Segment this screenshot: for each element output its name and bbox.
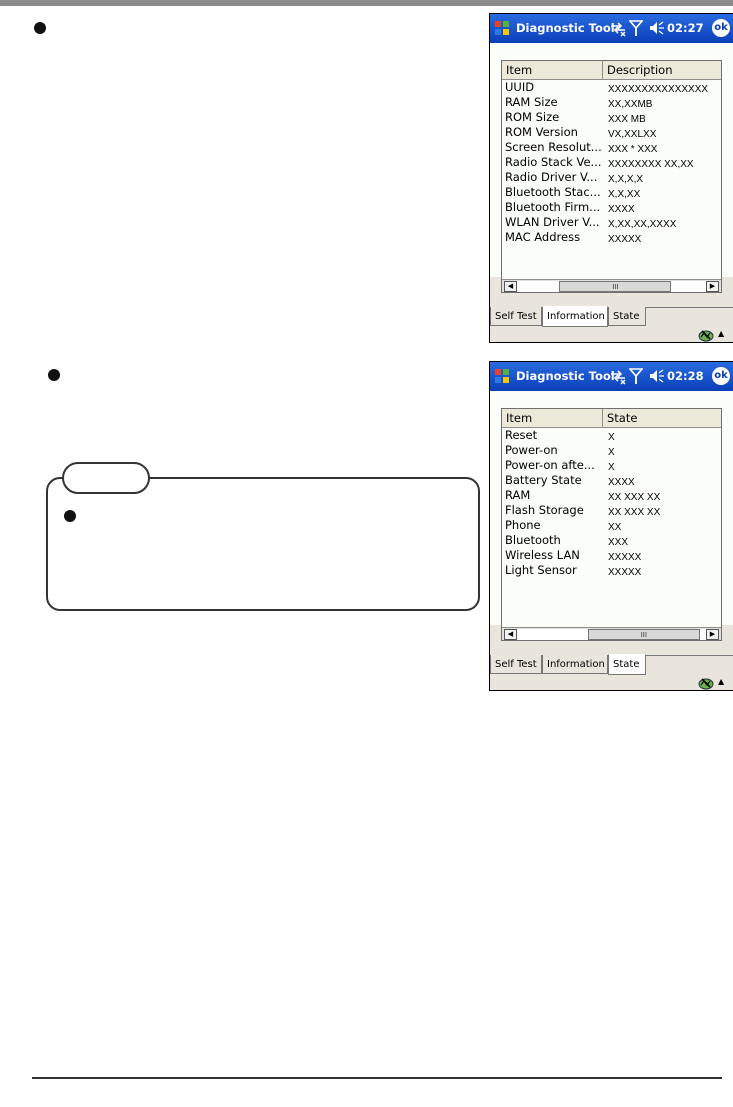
clock[interactable]: 02:28 (667, 369, 704, 383)
title-bar (490, 14, 733, 43)
windows-flag-icon[interactable] (492, 18, 512, 38)
list-row[interactable] (502, 215, 722, 230)
scroll-right-button[interactable]: ▶ (706, 281, 719, 292)
list-row[interactable] (502, 488, 722, 503)
list-row[interactable] (502, 230, 722, 245)
top-rule (0, 0, 733, 6)
row-item-label: ROM Version (505, 125, 578, 139)
list-header (502, 409, 722, 428)
list-rows (502, 428, 722, 578)
row-value: XX XXX XX (608, 507, 661, 518)
section-bullet-2 (48, 369, 60, 381)
state-list[interactable] (501, 408, 722, 641)
tab-state[interactable]: State (608, 654, 646, 675)
row-item-label: Battery State (505, 473, 582, 487)
list-row[interactable] (502, 80, 722, 95)
row-value: XXXXXXXX XX,XX (608, 159, 694, 170)
row-item-label: Bluetooth Firm... (505, 200, 601, 214)
connectivity-icon[interactable] (609, 367, 627, 385)
tab-information[interactable]: Information (542, 655, 608, 674)
clock[interactable]: 02:27 (667, 21, 704, 35)
windows-flag-icon[interactable] (492, 366, 512, 386)
row-item-label: RAM (505, 488, 531, 502)
list-row[interactable] (502, 110, 722, 125)
list-row[interactable] (502, 443, 722, 458)
note-bullet (64, 510, 76, 522)
antenna-signal-icon[interactable] (629, 19, 643, 37)
horizontal-scrollbar[interactable] (502, 279, 721, 293)
tab-bar (490, 307, 733, 328)
device-screen-state (489, 361, 733, 691)
scroll-grip: III (612, 283, 619, 291)
row-value: XXXXX (608, 567, 642, 578)
row-item-label: Flash Storage (505, 503, 584, 517)
list-row[interactable] (502, 170, 722, 185)
row-value: XXX * XXX (608, 144, 658, 155)
horizontal-scrollbar[interactable] (502, 627, 721, 641)
tab-self-test[interactable]: Self Test (490, 655, 542, 674)
row-item-label: Power-on afte... (505, 458, 595, 472)
note-tab (62, 462, 150, 494)
title-bar (490, 362, 733, 391)
row-item-label: Radio Stack Ve... (505, 155, 602, 169)
list-row[interactable] (502, 533, 722, 548)
app-title: Diagnostic Tool (516, 369, 615, 383)
row-item-label: Reset (505, 428, 538, 442)
row-value: X,XX,XX,XXXX (608, 219, 677, 230)
note-box (46, 477, 480, 611)
input-menu-arrow[interactable]: ▲ (718, 677, 725, 686)
list-row[interactable] (502, 185, 722, 200)
input-panel-icon[interactable] (698, 675, 714, 691)
ok-button[interactable]: ok (712, 19, 730, 37)
row-value: XX XXX XX (608, 492, 661, 503)
column-header-item[interactable]: Item (502, 409, 603, 427)
antenna-signal-icon[interactable] (629, 367, 643, 385)
device-screen-information (489, 13, 733, 343)
bottom-rule (32, 1077, 722, 1079)
row-value: XXXXXXXXXXXXXXX (608, 84, 709, 95)
scroll-left-button[interactable]: ◀ (504, 281, 517, 292)
row-item-label: Radio Driver V... (505, 170, 598, 184)
row-value: VX,XXLXX (608, 129, 657, 140)
menu-bar (490, 676, 733, 690)
row-value: X,X,XX (608, 189, 641, 200)
list-row[interactable] (502, 200, 722, 215)
speaker-icon[interactable] (649, 368, 665, 384)
row-item-label: UUID (505, 80, 535, 94)
scroll-left-button[interactable]: ◀ (504, 629, 517, 640)
row-item-label: Bluetooth (505, 533, 561, 547)
row-value: XXX (608, 537, 629, 548)
row-value: XXXX (608, 477, 635, 488)
scroll-thumb[interactable] (559, 281, 671, 292)
list-row[interactable] (502, 125, 722, 140)
row-item-label: ROM Size (505, 110, 560, 124)
scroll-thumb[interactable] (588, 629, 700, 640)
input-menu-arrow[interactable]: ▲ (718, 329, 725, 338)
scroll-grip: III (640, 631, 647, 639)
row-item-label: Light Sensor (505, 563, 577, 577)
list-row[interactable] (502, 503, 722, 518)
list-header (502, 61, 722, 80)
list-row[interactable] (502, 140, 722, 155)
speaker-icon[interactable] (649, 20, 665, 36)
tab-information[interactable]: Information (542, 306, 608, 327)
row-value: XXXXX (608, 234, 642, 245)
connectivity-icon[interactable] (609, 19, 627, 37)
tab-state[interactable]: State (608, 307, 646, 326)
list-row[interactable] (502, 518, 722, 533)
list-row[interactable] (502, 473, 722, 488)
column-header-description[interactable]: Description (607, 63, 673, 77)
input-panel-icon[interactable] (698, 327, 714, 343)
app-title: Diagnostic Tool (516, 21, 615, 35)
ok-button[interactable]: ok (712, 367, 730, 385)
list-row[interactable] (502, 548, 722, 563)
list-rows (502, 80, 722, 245)
list-row[interactable] (502, 458, 722, 473)
scroll-right-button[interactable]: ▶ (706, 629, 719, 640)
menu-bar (490, 328, 733, 342)
row-item-label: Wireless LAN (505, 548, 580, 562)
info-list[interactable] (501, 60, 722, 293)
row-value: XXXX (608, 204, 635, 215)
row-value: X (608, 447, 615, 458)
row-item-label: MAC Address (505, 230, 581, 244)
column-header-state[interactable]: State (607, 411, 638, 425)
list-row[interactable] (502, 563, 722, 578)
list-row[interactable] (502, 428, 722, 443)
row-value: XX (608, 522, 622, 533)
row-item-label: Screen Resolut... (505, 140, 602, 154)
tab-self-test[interactable]: Self Test (490, 307, 542, 326)
section-bullet-1 (34, 22, 46, 34)
row-item-label: Bluetooth Stac... (505, 185, 601, 199)
row-value: XXXXX (608, 552, 642, 563)
row-item-label: Phone (505, 518, 541, 532)
row-item-label: WLAN Driver V... (505, 215, 600, 229)
row-value: X (608, 432, 615, 443)
row-value: XX,XXMB (608, 99, 653, 110)
tab-bar (490, 655, 733, 676)
list-row[interactable] (502, 95, 722, 110)
row-item-label: RAM Size (505, 95, 558, 109)
row-value: XXX MB (608, 114, 646, 125)
column-header-item[interactable]: Item (502, 61, 603, 79)
list-row[interactable] (502, 155, 722, 170)
row-value: X (608, 462, 615, 473)
row-item-label: Power-on (505, 443, 558, 457)
row-value: X,X,X,X (608, 174, 644, 185)
